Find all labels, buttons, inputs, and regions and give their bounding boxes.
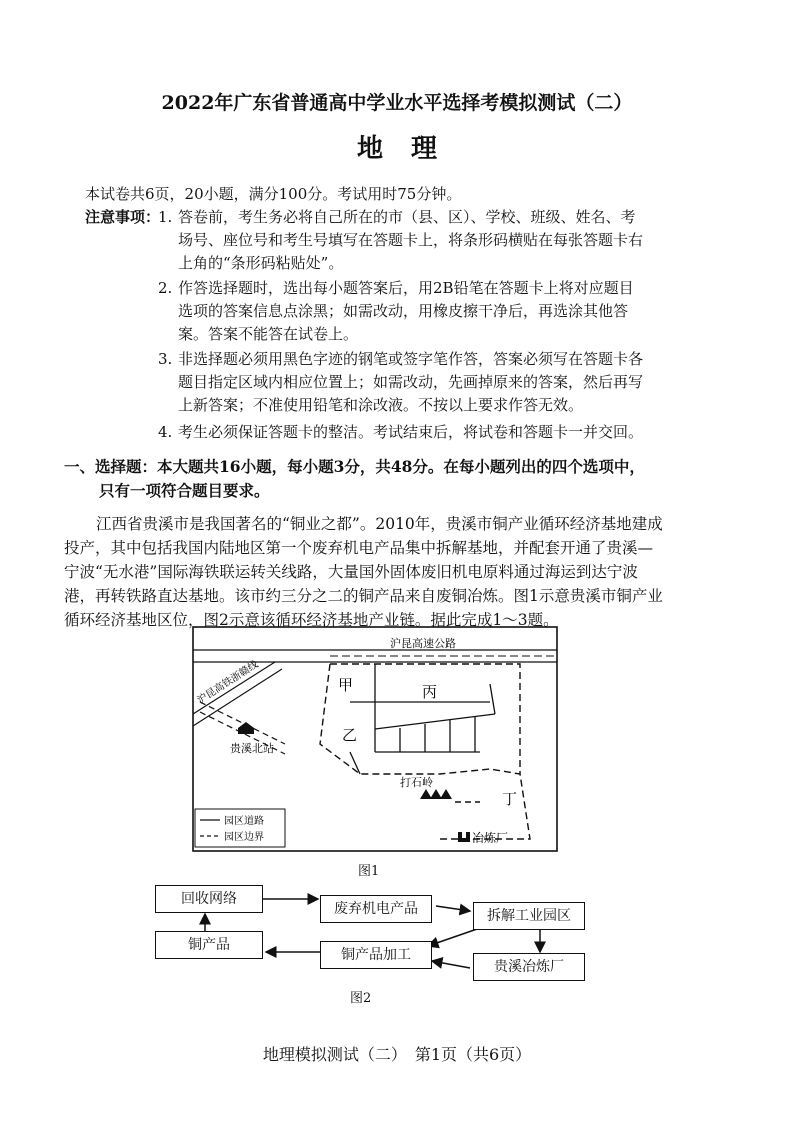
section-heading: 一、选择题：本大题共16小题，每小题3分，共48分。在每小题列出的四个选项中，	[64, 457, 645, 476]
notice-item-4-num: 4.	[158, 423, 173, 441]
notice-item-1-line: 答卷前，考生务必将自己所在的市（县、区）、学校、班级、姓名、考	[178, 208, 636, 226]
exam-title: 2022年广东省普通高中学业水平选择考模拟测试（二）	[161, 92, 633, 114]
smelter-icon	[458, 832, 470, 842]
smelter-label: 冶炼厂	[472, 831, 509, 845]
zone-yi: 乙	[342, 726, 358, 744]
notice-item-3-line: 上新答案；不准使用铅笔和涂改液。不按以上要求作答无效。	[178, 396, 584, 414]
station-label: 贵溪北站	[230, 742, 274, 755]
notice-item-2-line: 案。答案不能答在试卷上。	[178, 325, 359, 343]
zone-ding: 丁	[502, 790, 518, 808]
railway-label: 沪昆高铁浙赣线	[195, 659, 261, 707]
park-road	[375, 714, 495, 729]
node-scrap-products: 废弃机电产品	[320, 895, 432, 923]
notice-item-4-line: 考生必须保证答题卡的整洁。考试结束后，将试卷和答题卡一并交回。	[178, 423, 644, 441]
park-boundary	[330, 664, 520, 774]
notice-item-1-line: 场号、座位号和考生号填写在答题卡上，将条形码横贴在每张答题卡右	[178, 231, 644, 249]
figure1-caption: 图1	[358, 864, 380, 879]
node-guixi-smelter: 贵溪冶炼厂	[473, 953, 585, 981]
highway-label: 沪昆高速公路	[390, 637, 456, 650]
arrow-dismantle-to-processing	[428, 928, 480, 946]
node-copper-products: 铜产品	[155, 931, 263, 959]
notice-item-2-line: 作答选择题时，选出每小题答案后，用2B铅笔在答题卡上将对应题目	[178, 279, 634, 297]
figure1-map	[190, 624, 560, 854]
legend-road-label: 园区道路	[224, 816, 264, 827]
arrow-scrap-to-dismantle	[436, 906, 470, 911]
node-recycle-network: 回收网络	[155, 885, 263, 913]
notice-item-3-line: 题目指定区域内相应位置上；如需改动，先画掉原来的答案，然后再写	[178, 373, 644, 391]
notice-label: 注意事项：	[85, 208, 161, 226]
notice-item-2-line: 选项的答案信息点涂黑；如需改动，用橡皮擦干净后，再选涂其他答	[178, 302, 629, 320]
notice-item-1-num: 1.	[158, 208, 173, 226]
park-road	[490, 684, 495, 714]
mountain-icon	[420, 789, 452, 799]
railway-line	[193, 662, 275, 714]
notice-item-2-num: 2.	[158, 279, 173, 297]
zone-jia: 甲	[338, 676, 354, 694]
exam-intro: 本试卷共6页，20小题，满分100分。考试用时75分钟。	[85, 185, 462, 203]
rail-spur	[200, 702, 285, 744]
station-icon	[238, 722, 254, 734]
notice-item-3-num: 3.	[158, 350, 173, 368]
arrow-smelter-to-processing	[432, 961, 470, 968]
node-copper-processing: 铜产品加工	[320, 941, 432, 969]
passage-line: 投产，其中包括我国内陆地区第一个废弃机电产品集中拆解基地，并配套开通了贵溪—	[64, 539, 654, 557]
passage-line: 循环经济基地区位，图2示意该循环经济基地产业链。据此完成1～3题。	[64, 611, 559, 629]
notice-item-1-line: 上角的“条形码粘贴处”。	[178, 254, 344, 272]
subject-title: 地理	[356, 134, 465, 164]
section-heading-cont: 只有一项符合题目要求。	[99, 481, 270, 500]
notice-item-3-line: 非选择题必须用黑色字迹的钢笔或签字笔作答，答案必须写在答题卡各	[178, 350, 644, 368]
passage-line: 宁波“无水港”国际海铁联运转关线路，大量国外固体废旧机电原料通过海运到达宁波	[64, 563, 638, 581]
passage-line: 港，再转铁路直达基地。该市约三分之二的铜产品来自废铜冶炼。图1示意贵溪市铜产业	[64, 587, 663, 605]
legend-boundary-label: 园区边界	[224, 832, 264, 843]
node-dismantle-park: 拆解工业园区	[473, 902, 585, 930]
figure2-caption: 图2	[350, 991, 372, 1006]
page-footer: 地理模拟测试（二） 第1页（共6页）	[262, 1045, 532, 1064]
zone-bing: 丙	[422, 683, 438, 701]
passage-line: 江西省贵溪市是我国著名的“铜业之都”。2010年，贵溪市铜产业循环经济基地建成	[96, 515, 663, 533]
mountain-label: 打石岭	[400, 776, 433, 789]
